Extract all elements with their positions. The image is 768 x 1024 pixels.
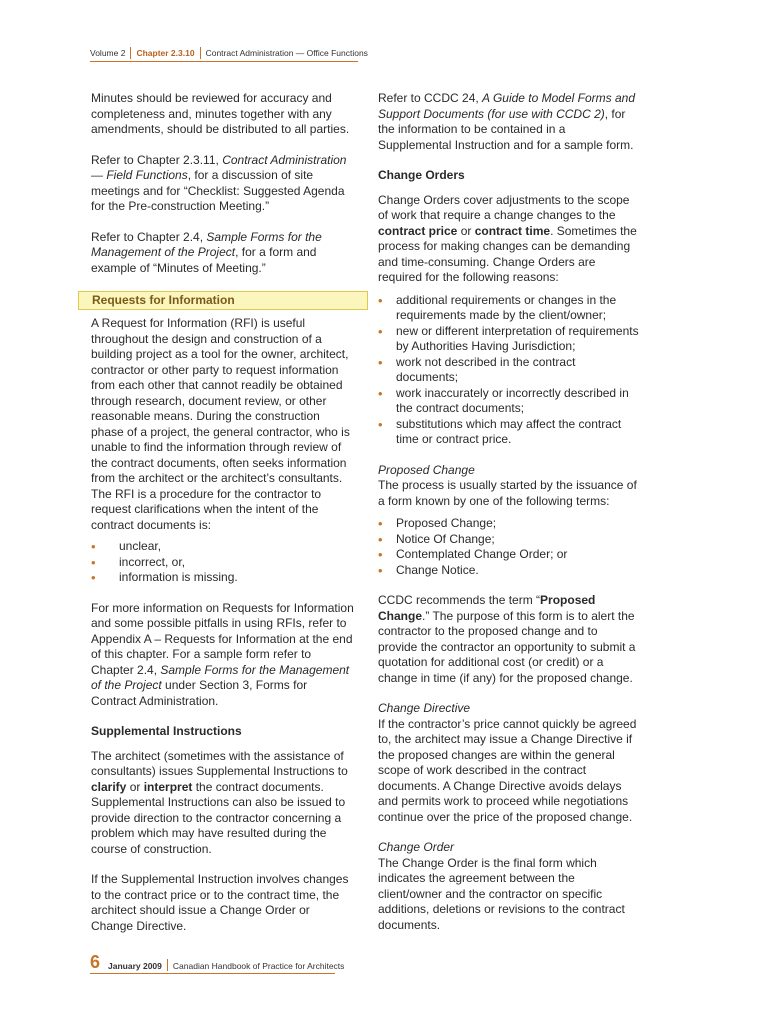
reference-title: Sample Forms for the Management of the Project [91, 662, 350, 692]
footer-date: January 2009 [108, 961, 162, 971]
paragraph: If the contractor’s price cannot quickly be agreed to, the architect may issue a Change Directive if the proposed changes are within the general scope of work described in the contract documents. A Change Directive avoids delays and permits work to proceed while negotiations continue over the price of the proposed change. [378, 716, 637, 824]
paragraph: Refer to Chapter 2.3.11, Contract Administration — Field Functions, for a discussion of site meetings and for “Checklist: Suggested Agenda for the Pre-construction Meeting.” [91, 152, 347, 213]
bullet-icon: • [91, 554, 96, 570]
bullet-icon: • [378, 292, 383, 308]
bullet-icon: • [378, 547, 383, 562]
paragraph: CCDC recommends the term “Proposed Change.” The purpose of this form is to alert the contractor to the proposed change and to provide the contractor an opportunity to submit a quotation for additional cost (or credit) or a change in time (if any) for the proposed change. [378, 593, 636, 685]
header-section: Contract Administration — Office Functions [205, 48, 368, 58]
reference-title: Contract Administration — Field Functions [91, 152, 347, 182]
list-item: • Change Notice. [378, 562, 479, 578]
list-item: • Notice Of Change; [378, 531, 495, 547]
paragraph: A Request for Information (RFI) is useful throughout the design and construction of a building project as a tool for the owner, architect, contractor or other party to request information from each other that cannot readily be obtained through research, document review, or other reasonable means. During the construction phase of a project, the general contractor, who is unable to find the information through review of the contract documents, often seeks information from the architect or the architect’s consultants. The RFI is a procedure for the contractor to request clarifications when the intent of the contract documents is: [91, 316, 350, 532]
page-number: 6 [90, 952, 101, 972]
subheading-change-directive: Change Directive [378, 701, 471, 715]
bullet-icon: • [378, 385, 383, 401]
subheading-change-order: Change Order [378, 840, 455, 854]
left-column [91, 91, 355, 949]
terms-list [378, 516, 640, 578]
subheading-proposed-change: Proposed Change [378, 462, 475, 477]
header-chapter: Chapter 2.3.10 [136, 48, 195, 58]
list-item: • Contemplated Change Order; or [378, 547, 568, 562]
running-header [90, 46, 368, 60]
bullet-icon: • [91, 570, 96, 585]
bullet-icon: • [378, 354, 383, 370]
section-heading: Requests for Information [92, 293, 235, 307]
reference-title: A Guide to Model Forms and Support Documents (for use with CCDC 2) [378, 91, 636, 121]
paragraph: Minutes should be reviewed for accuracy and completeness and, minutes together with any amendments, should be distributed to all parties. [91, 91, 350, 136]
running-footer [90, 951, 344, 971]
bullet-icon: • [378, 516, 383, 531]
reasons-list [378, 293, 640, 448]
paragraph: The process is usually started by the issuance of a form known by one of the following terms: [378, 478, 637, 508]
section-heading: Supplemental Instructions [91, 724, 242, 738]
bullet-icon: • [378, 323, 383, 339]
header-divider [200, 47, 201, 59]
bullet-icon: • [91, 539, 96, 554]
header-volume: Volume 2 [90, 48, 126, 58]
footer-title: Canadian Handbook of Practice for Architects [172, 961, 345, 971]
paragraph: If the Supplemental Instruction involves changes to the contract price or to the contract time, the architect should issue a Change Order or Change Directive. [91, 872, 349, 933]
paragraph: For more information on Requests for Information and some possible pitfalls in using RFIs, refer to Appendix A – Requests for Information at the end of this chapter. For a sample form refer to Chapter 2.4, Sample Forms for the Management of the Project under Section 3, Forms for Contract Administration. [91, 600, 354, 708]
bullet-list [91, 539, 355, 586]
section-heading: Change Orders [378, 168, 465, 182]
header-divider [130, 47, 131, 59]
paragraph: The Change Order is the final form which indicates the agreement between the client/owner and the contractor on specific additions, deletions or revisions to the contract documents. [378, 855, 625, 932]
bullet-icon: • [378, 562, 383, 578]
list-item: • work not described in the contract documents; [378, 354, 576, 384]
list-item: • Proposed Change; [378, 516, 497, 531]
paragraph: Refer to CCDC 24, A Guide to Model Forms and Support Documents (for use with CCDC 2), for the information to be contained in a Supplemental Instruction and for a sample form. [378, 91, 636, 152]
list-item: • additional requirements or changes in the requirements made by the client/owner; [378, 292, 617, 322]
list-item: • information is missing. [91, 570, 238, 585]
bullet-icon: • [378, 531, 383, 547]
paragraph: Refer to Chapter 2.4, Sample Forms for the Management of the Project, for a form and example of “Minutes of Meeting.” [91, 229, 322, 275]
list-item: • unclear, [91, 539, 162, 554]
list-item: • incorrect, or, [91, 554, 186, 570]
reference-title: Sample Forms for the Management of the Project [91, 229, 322, 259]
paragraph: The architect (sometimes with the assistance of consultants) issues Supplemental Instructions to clarify or interpret the contract documents. Supplemental Instructions can also be issued to provide direction to the contractor concerning a problem which may have resulted during the course of construction. [91, 748, 348, 856]
rfi-heading-box [78, 291, 368, 310]
list-item: • work inaccurately or incorrectly described in the contract documents; [378, 385, 629, 415]
right-column [378, 91, 640, 948]
header-rule [90, 61, 358, 62]
footer-divider [167, 959, 168, 971]
footer-rule [90, 973, 335, 974]
paragraph: Change Orders cover adjustments to the scope of work that require a change changes to the contract price or contract time. Sometimes the process for making changes can be demanding and time-consuming. Change Orders are required for the following reasons: [378, 192, 637, 284]
list-item: • substitutions which may affect the contract time or contract price. [378, 416, 622, 446]
bullet-icon: • [378, 416, 383, 432]
list-item: • new or different interpretation of requirements by Authorities Having Jurisdiction; [378, 323, 639, 353]
